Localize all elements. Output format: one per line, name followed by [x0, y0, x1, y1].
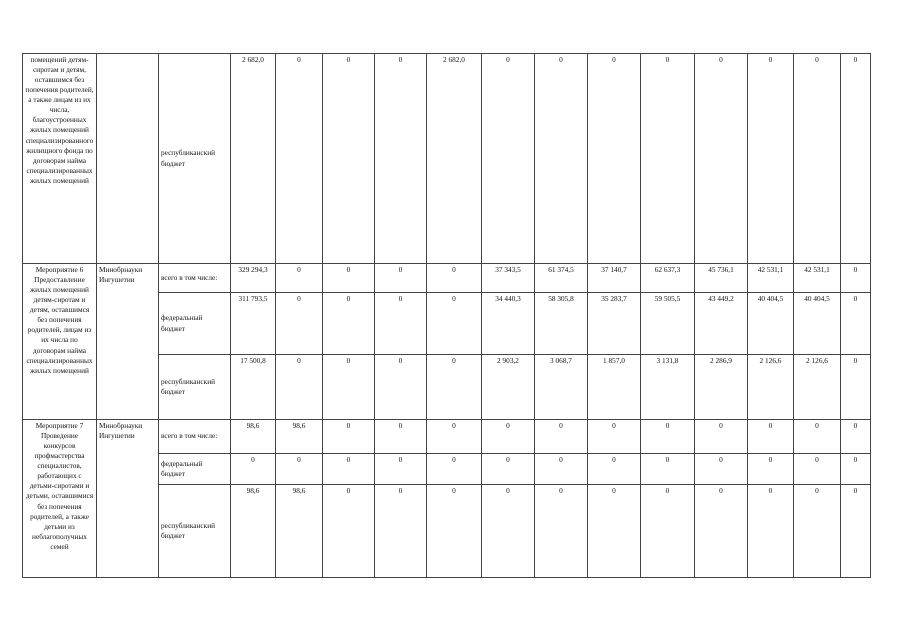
table-row: [23, 264, 871, 293]
amount-cell: 0: [231, 454, 276, 485]
amount-cell: 2 126,6: [748, 355, 794, 420]
amount-cell: 0: [748, 454, 794, 485]
amount-cell: 42 531,1: [794, 264, 841, 293]
amount-cell: 2 682,0: [427, 54, 482, 264]
executor-cell: Минобрнауки Ингушетии: [97, 264, 159, 420]
amount-cell: 0: [841, 485, 871, 578]
amount-cell: 0: [482, 485, 535, 578]
amount-cell: 0: [427, 293, 482, 355]
amount-cell: 37 343,5: [482, 264, 535, 293]
amount-cell: 34 440,3: [482, 293, 535, 355]
amount-cell: 0: [841, 293, 871, 355]
amount-cell: 62 637,3: [641, 264, 695, 293]
amount-cell: 0: [482, 54, 535, 264]
amount-cell: 58 305,8: [535, 293, 588, 355]
amount-cell: 1 857,0: [588, 355, 641, 420]
amount-cell: 0: [276, 355, 323, 420]
amount-cell: 0: [794, 420, 841, 454]
amount-cell: 40 404,5: [748, 293, 794, 355]
amount-cell: 0: [276, 454, 323, 485]
amount-cell: 0: [794, 54, 841, 264]
measure-name-cell: Мероприятие 6 Предоставление жилых помещений детям-сиротам и детям, оставшимся без попечения родителей, лицам из их числа по договорам найма специализированных жилых помещений: [23, 264, 97, 420]
amount-cell: 0: [841, 420, 871, 454]
amount-cell: 37 140,7: [588, 264, 641, 293]
amount-cell: 0: [535, 485, 588, 578]
amount-cell: 0: [427, 355, 482, 420]
amount-cell: 0: [375, 420, 427, 454]
amount-cell: 0: [427, 420, 482, 454]
amount-cell: 42 531,1: [748, 264, 794, 293]
amount-cell: 0: [323, 454, 375, 485]
amount-cell: 98,6: [231, 420, 276, 454]
amount-cell: 3 068,7: [535, 355, 588, 420]
funding-source-cell: республиканский бюджет: [159, 485, 231, 578]
amount-cell: 0: [427, 264, 482, 293]
amount-cell: 43 449,2: [695, 293, 748, 355]
amount-cell: 0: [535, 54, 588, 264]
amount-cell: 0: [482, 454, 535, 485]
amount-cell: 0: [375, 54, 427, 264]
amount-cell: 0: [794, 454, 841, 485]
amount-cell: 0: [323, 355, 375, 420]
table-body: [23, 54, 871, 578]
amount-cell: 0: [323, 485, 375, 578]
amount-cell: 0: [641, 454, 695, 485]
amount-cell: 0: [375, 293, 427, 355]
funding-source-cell: федеральный бюджет: [159, 454, 231, 485]
amount-cell: 0: [748, 420, 794, 454]
amount-cell: 2 126,6: [794, 355, 841, 420]
amount-cell: 0: [841, 454, 871, 485]
amount-cell: 0: [535, 454, 588, 485]
measure-name-cell: Мероприятие 7 Проведение конкурсов профмастерства специалистов, работающих с детьми-сиротами и детьми, оставшимися без попечения родителей, а также детьми из неблагополучных семей: [23, 420, 97, 578]
table-row: [23, 54, 871, 264]
funding-source-cell: республиканский бюджет: [159, 54, 231, 264]
amount-cell: 0: [535, 420, 588, 454]
funding-source-cell: республиканский бюджет: [159, 355, 231, 420]
amount-cell: 98,6: [276, 420, 323, 454]
amount-cell: 329 294,3: [231, 264, 276, 293]
amount-cell: 0: [276, 264, 323, 293]
amount-cell: 17 500,8: [231, 355, 276, 420]
amount-cell: 0: [427, 454, 482, 485]
amount-cell: 0: [748, 54, 794, 264]
amount-cell: 0: [588, 485, 641, 578]
amount-cell: 0: [323, 264, 375, 293]
amount-cell: 45 736,1: [695, 264, 748, 293]
amount-cell: 0: [695, 485, 748, 578]
amount-cell: 61 374,5: [535, 264, 588, 293]
amount-cell: 0: [427, 485, 482, 578]
amount-cell: 35 283,7: [588, 293, 641, 355]
amount-cell: 59 505,5: [641, 293, 695, 355]
amount-cell: 0: [794, 485, 841, 578]
table-row: [23, 420, 871, 454]
amount-cell: 98,6: [276, 485, 323, 578]
amount-cell: 0: [482, 420, 535, 454]
amount-cell: 2 286,9: [695, 355, 748, 420]
amount-cell: 0: [375, 454, 427, 485]
funding-source-cell: федеральный бюджет: [159, 293, 231, 355]
amount-cell: 0: [841, 264, 871, 293]
amount-cell: 0: [695, 454, 748, 485]
amount-cell: 3 131,8: [641, 355, 695, 420]
amount-cell: 0: [588, 420, 641, 454]
amount-cell: 40 404,5: [794, 293, 841, 355]
funding-source-cell: всего в том числе:: [159, 420, 231, 454]
amount-cell: 2 682,0: [231, 54, 276, 264]
amount-cell: 0: [323, 293, 375, 355]
measure-name-cell: помещений детям-сиротам и детям, оставшимся без попечения родителей, а также лицам из их числа, благоустроенных жилых помещений специализированного жилищного фонда по договорам найма специализированных жилых помещений: [23, 54, 97, 264]
amount-cell: 98,6: [231, 485, 276, 578]
amount-cell: 311 793,5: [231, 293, 276, 355]
amount-cell: 0: [748, 485, 794, 578]
executor-cell: [97, 54, 159, 264]
amount-cell: 0: [375, 264, 427, 293]
amount-cell: 0: [276, 54, 323, 264]
amount-cell: 0: [841, 54, 871, 264]
funding-source-cell: всего в том числе:: [159, 264, 231, 293]
amount-cell: 0: [695, 54, 748, 264]
amount-cell: 0: [695, 420, 748, 454]
amount-cell: 0: [323, 420, 375, 454]
executor-cell: Минобрнауки Ингушетии: [97, 420, 159, 578]
amount-cell: 0: [375, 355, 427, 420]
amount-cell: 0: [641, 54, 695, 264]
amount-cell: 0: [588, 54, 641, 264]
amount-cell: 2 903,2: [482, 355, 535, 420]
amount-cell: 0: [841, 355, 871, 420]
amount-cell: 0: [641, 420, 695, 454]
budget-table: [22, 53, 871, 578]
amount-cell: 0: [276, 293, 323, 355]
amount-cell: 0: [641, 485, 695, 578]
amount-cell: 0: [375, 485, 427, 578]
amount-cell: 0: [588, 454, 641, 485]
amount-cell: 0: [323, 54, 375, 264]
